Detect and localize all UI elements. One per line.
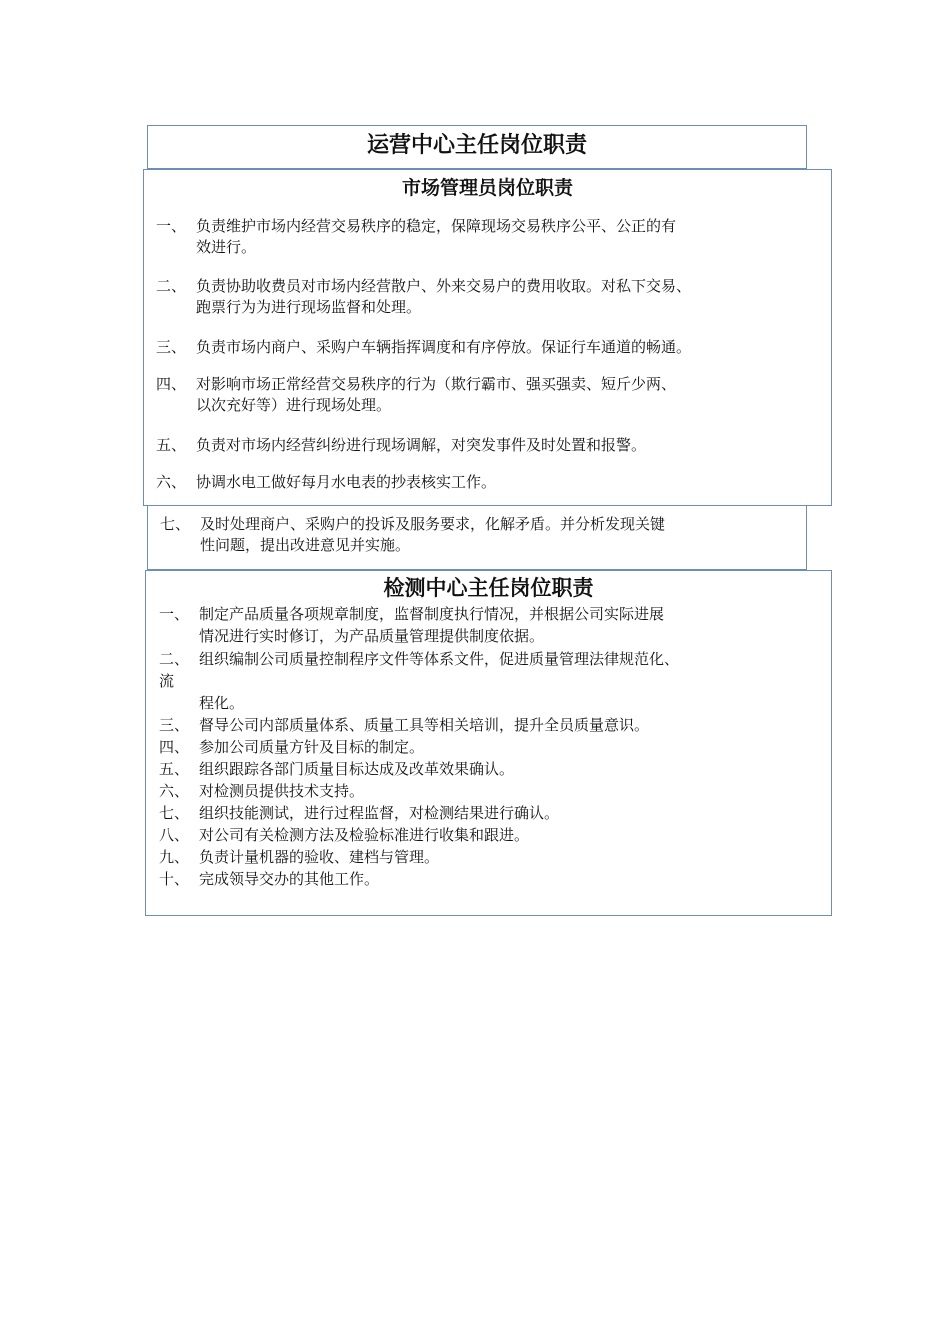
document-title: 运营中心主任岗位职责 bbox=[366, 133, 587, 158]
item-number: 五、 bbox=[156, 436, 187, 454]
item-text: 及时处理商户、采购户的投诉及服务要求，化解矛盾。并分析发现关键 bbox=[200, 515, 666, 533]
inspection-center-box bbox=[145, 570, 832, 916]
market-item-6 bbox=[156, 472, 496, 493]
market-manager-box bbox=[143, 169, 832, 506]
item-number: 五、 bbox=[159, 760, 190, 778]
market-item-3 bbox=[156, 337, 691, 358]
item-number: 九、 bbox=[159, 848, 190, 866]
item-number: 四、 bbox=[159, 738, 190, 756]
inspection-section-title: 检测中心主任岗位职责 bbox=[383, 576, 594, 600]
ops-title-box bbox=[147, 125, 807, 169]
market-item-7 bbox=[160, 514, 665, 556]
item-number: 三、 bbox=[159, 716, 190, 734]
inspect-item-7 bbox=[159, 802, 559, 824]
item-number: 三、 bbox=[156, 338, 187, 356]
market-item-2 bbox=[156, 276, 691, 318]
item-number: 八、 bbox=[159, 826, 190, 844]
item-number: 二、 bbox=[159, 650, 190, 668]
market-item-4 bbox=[156, 374, 676, 416]
item-number: 六、 bbox=[159, 782, 190, 800]
item-text: 对检测员提供技术支持。 bbox=[199, 782, 365, 800]
inspect-item-4 bbox=[159, 736, 424, 758]
item-number: 一、 bbox=[159, 605, 190, 623]
item-number: 四、 bbox=[156, 375, 187, 393]
item-text-cont: 情况进行实时修订，为产品质量管理提供制度依据。 bbox=[199, 627, 545, 645]
item-text-cont: 以次充好等）进行现场处理。 bbox=[196, 396, 392, 414]
item-text: 对公司有关检测方法及检验标准进行收集和跟进。 bbox=[199, 826, 530, 844]
market-section-title: 市场管理员岗位职责 bbox=[401, 177, 573, 199]
inspect-item-6 bbox=[159, 780, 364, 802]
item-text: 负责市场内商户、采购户车辆指挥调度和有序停放。保证行车通道的畅通。 bbox=[196, 338, 692, 356]
item-text: 组织技能测试，进行过程监督，对检测结果进行确认。 bbox=[199, 804, 560, 822]
item-text: 制定产品质量各项规章制度，监督制度执行情况，并根据公司实际进展 bbox=[199, 605, 665, 623]
inspect-item-3 bbox=[159, 714, 649, 736]
item-number: 七、 bbox=[160, 515, 191, 533]
item-text: 协调水电工做好每月水电表的抄表核实工作。 bbox=[196, 473, 497, 491]
item-text: 对影响市场正常经营交易秩序的行为（欺行霸市、强买强卖、短斤少两、 bbox=[196, 375, 677, 393]
item-text-cont: 效进行。 bbox=[196, 238, 257, 256]
item-text-cont: 性问题，提出改进意见并实施。 bbox=[200, 536, 411, 554]
item-number: 七、 bbox=[159, 804, 190, 822]
inspect-item-9 bbox=[159, 846, 439, 868]
item-text-wrap: 流 bbox=[159, 672, 175, 690]
inspect-item-8 bbox=[159, 824, 529, 846]
item-text-cont: 程化。 bbox=[199, 694, 245, 712]
item-text: 负责计量机器的验收、建档与管理。 bbox=[199, 848, 440, 866]
inspect-item-5 bbox=[159, 758, 514, 780]
ops-continuation-box bbox=[147, 505, 807, 570]
inspect-item-10 bbox=[159, 868, 379, 890]
market-item-1 bbox=[156, 216, 676, 258]
item-text: 负责维护市场内经营交易秩序的稳定，保障现场交易秩序公平、公正的有 bbox=[196, 217, 677, 235]
item-text: 督导公司内部质量体系、质量工具等相关培训，提升全员质量意识。 bbox=[199, 716, 650, 734]
item-number: 一、 bbox=[156, 217, 187, 235]
item-text: 完成领导交办的其他工作。 bbox=[199, 870, 380, 888]
item-text: 负责对市场内经营纠纷进行现场调解，对突发事件及时处置和报警。 bbox=[196, 436, 647, 454]
item-text: 组织编制公司质量控制程序文件等体系文件，促进质量管理法律规范化、 bbox=[199, 650, 680, 668]
item-text: 负责协助收费员对市场内经营散户、外来交易户的费用收取。对私下交易、 bbox=[196, 277, 692, 295]
market-item-5 bbox=[156, 435, 646, 456]
item-number: 六、 bbox=[156, 473, 187, 491]
item-text: 参加公司质量方针及目标的制定。 bbox=[199, 738, 425, 756]
item-number: 二、 bbox=[156, 277, 187, 295]
item-number: 十、 bbox=[159, 870, 190, 888]
inspect-item-2 bbox=[159, 648, 679, 714]
inspect-item-1 bbox=[159, 603, 664, 647]
item-text: 组织跟踪各部门质量目标达成及改革效果确认。 bbox=[199, 760, 515, 778]
item-text-cont: 跑票行为为进行现场监督和处理。 bbox=[196, 298, 422, 316]
